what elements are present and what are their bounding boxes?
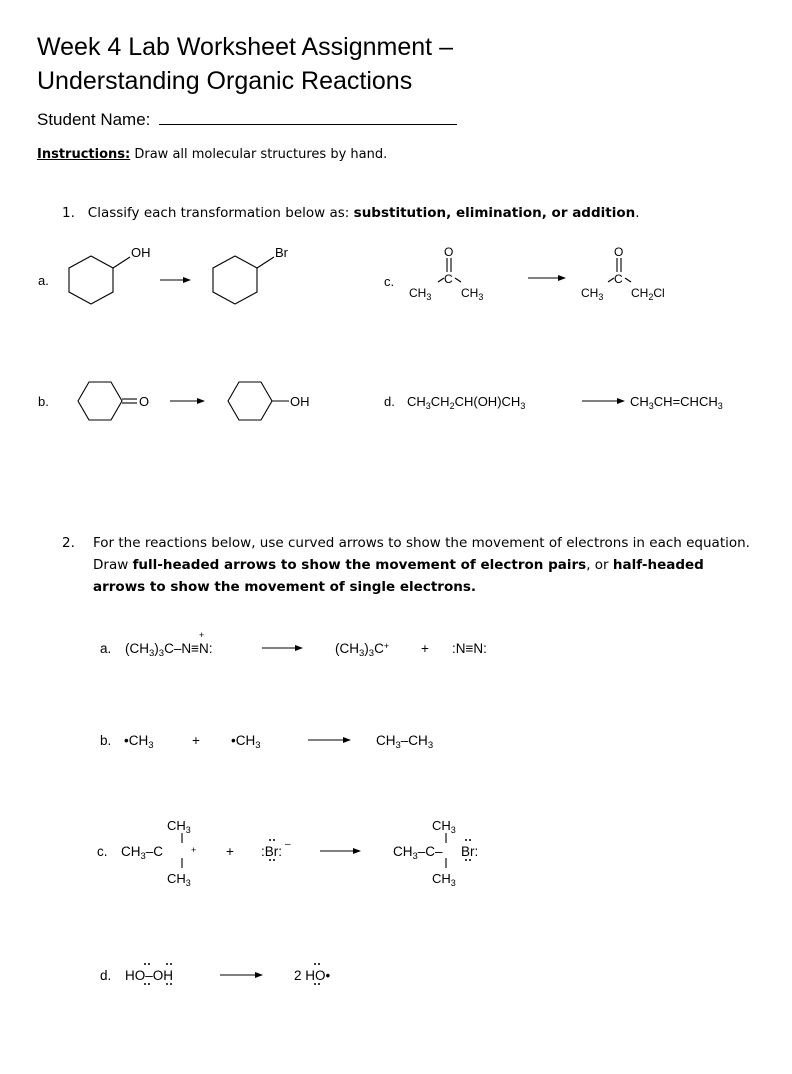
q1-c-product-left: $CH_3$ bbox=[581, 286, 604, 302]
question-1-text: Classify each transformation below as: bbox=[87, 205, 350, 221]
lone-pair-dots bbox=[144, 839, 471, 985]
q2-c-charge: + bbox=[191, 845, 197, 855]
q1-b-o: O bbox=[139, 394, 150, 409]
q1-c-product-o: O bbox=[614, 245, 624, 259]
q2-c-plus: + bbox=[226, 844, 234, 859]
question-2 bbox=[62, 532, 752, 598]
q1-b-label: b. bbox=[38, 394, 49, 409]
q2-a-plus: + bbox=[421, 641, 429, 656]
q2-c-methyl-bottom: $CH_3$ bbox=[167, 871, 191, 888]
q1-c-reactant-o: O bbox=[444, 245, 454, 259]
q2-c-product-left: $CH_3-C-$ bbox=[393, 844, 443, 862]
q2-b-plus: + bbox=[192, 733, 200, 748]
q1-d-product: $CH_3CH=CHCH_3$ bbox=[630, 394, 723, 411]
q2-a-reactant: $(CH_3)_3C-N\equiv N$: bbox=[125, 641, 213, 659]
q2-b-label: b. bbox=[100, 733, 112, 748]
q2-c-reactant-center: $CH_3-C$ bbox=[121, 844, 164, 862]
q2-a-product-2: :N≡N: bbox=[452, 641, 487, 656]
question-2-number: 2. bbox=[62, 535, 75, 551]
instructions-text: Draw all molecular structures by hand. bbox=[134, 147, 388, 162]
instructions-label: Instructions: bbox=[37, 147, 131, 162]
q1-c-product-c: C bbox=[614, 272, 623, 286]
q2-d-label: d. bbox=[100, 968, 112, 983]
q1-b-oh: OH bbox=[290, 394, 310, 409]
q2-c-product-bottom: $CH_3$ bbox=[432, 871, 456, 888]
cyclohexane-ring bbox=[78, 382, 122, 420]
q2-c-methyl-top: $CH_3$ bbox=[167, 818, 191, 835]
q2-c-bromide: :Br: bbox=[261, 844, 283, 859]
q2-a-label: a. bbox=[100, 641, 112, 656]
question-1-options: substitution, elimination, or addition bbox=[353, 205, 636, 221]
q2-c-label: c. bbox=[97, 844, 108, 859]
q1-c-reactant-c: C bbox=[444, 272, 453, 286]
q2-d-reactant: HO–OH bbox=[125, 968, 174, 983]
cyclohexane-ring bbox=[228, 382, 272, 420]
q1-a-br: Br bbox=[275, 245, 288, 260]
q2-c-bromide-charge: – bbox=[285, 839, 291, 850]
q1-a-label: a. bbox=[38, 273, 49, 288]
q2-c-product-br: Br: bbox=[461, 844, 479, 859]
title-line-1: Week 4 Lab Worksheet Assignment – bbox=[37, 33, 453, 61]
title-line-2: Understanding Organic Reactions bbox=[37, 67, 413, 95]
q2-d-product: 2 HO• bbox=[294, 968, 331, 983]
cyclohexane-ring bbox=[213, 256, 257, 304]
cyclohexane-ring bbox=[69, 256, 113, 304]
q1-c-reactant-left: $CH_3$ bbox=[409, 286, 432, 302]
question-1-period: . bbox=[635, 205, 640, 221]
question-1-number: 1. bbox=[62, 205, 75, 221]
q1-c-product-right: $CH_2Cl$ bbox=[631, 286, 665, 302]
q2-b-reactant-1: $•CH_3$ bbox=[124, 733, 154, 751]
q2-a-product-1: $(CH_3)_3C^+$ bbox=[335, 641, 390, 659]
question-2-bold-1: full-headed arrows to show the movement of electron pairs bbox=[132, 557, 587, 573]
question-2-text-2: , or bbox=[586, 557, 609, 573]
question-2-text-1: For the reactions below, use curved arrows to show the movement of electrons in each equation. Draw bbox=[93, 535, 750, 573]
q1-c-label: c. bbox=[384, 274, 395, 289]
student-name-label: Student Name: bbox=[37, 110, 151, 129]
q2-c-product-top: $CH_3$ bbox=[432, 818, 456, 835]
q1-d-reactant: $CH_3CH_2CH(OH)CH_3$ bbox=[407, 394, 526, 411]
q1-c-reactant-right: $CH_3$ bbox=[461, 286, 484, 302]
q2-a-charge: + bbox=[199, 630, 205, 640]
q1-d-label: d. bbox=[384, 394, 395, 409]
q1-a-oh: OH bbox=[131, 245, 151, 260]
question-2-bold-2: half-headed arrows to show the movement of single electrons. bbox=[93, 557, 704, 595]
q2-b-product: $CH_3-CH_3$ bbox=[376, 733, 434, 751]
q2-b-reactant-2: $•CH_3$ bbox=[231, 733, 261, 751]
